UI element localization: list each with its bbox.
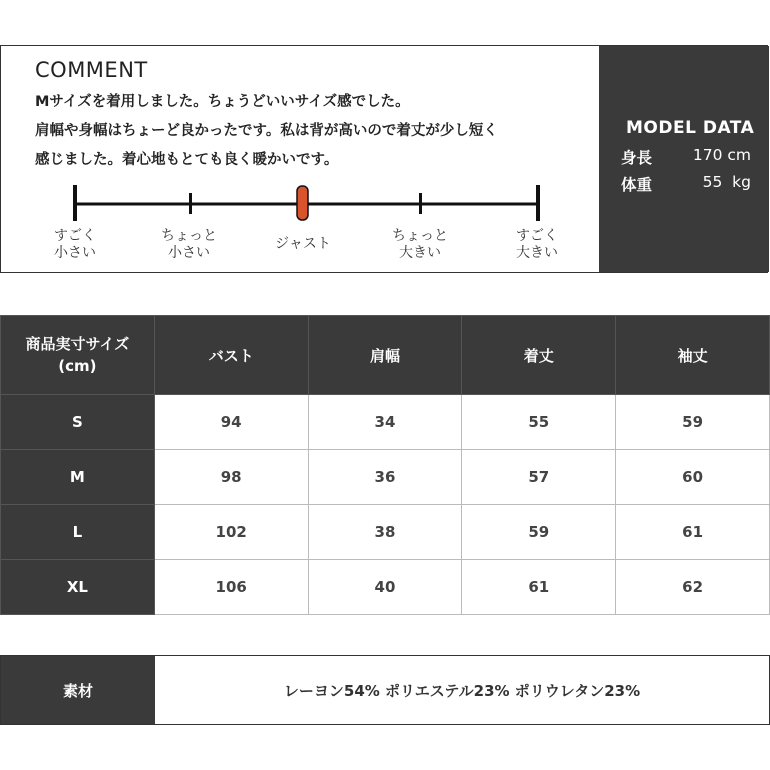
fit-scale-tick-end-right: [536, 185, 540, 221]
table-cell: 60: [616, 450, 770, 505]
table-cell: 59: [616, 395, 770, 450]
table-row: [1, 395, 770, 450]
table-cell: 98: [154, 450, 308, 505]
table-cell: 106: [154, 560, 308, 615]
model-weight-label: 体重: [621, 176, 653, 194]
column-header-shoulder: 肩幅: [308, 316, 462, 395]
table-cell: 40: [308, 560, 462, 615]
table-cell: 36: [308, 450, 462, 505]
table-cell: 57: [462, 450, 616, 505]
comment-box: [0, 45, 768, 273]
comment-line: 感じました。着心地もとても良く暖かいです。: [35, 152, 339, 168]
table-row: [1, 505, 770, 560]
table-cell: 61: [462, 560, 616, 615]
fit-label-large: ちょっと 大きい: [392, 228, 448, 261]
table-row: [1, 560, 770, 615]
size-label: L: [1, 505, 155, 560]
table-cell: 34: [308, 395, 462, 450]
column-header-sleeve: 袖丈: [616, 316, 770, 395]
table-cell: 55: [462, 395, 616, 450]
comment-text: [35, 88, 585, 175]
model-height-label: 身長: [621, 149, 653, 167]
table-row: [1, 450, 770, 505]
column-header-bust: バスト: [154, 316, 308, 395]
fit-label-small: ちょっと 小さい: [161, 228, 217, 261]
fit-scale-tick-large: [419, 193, 422, 214]
model-data-panel: [599, 46, 769, 272]
model-height-value: 170 cm: [692, 146, 751, 164]
table-cell: 38: [308, 505, 462, 560]
size-table: [0, 315, 770, 615]
fit-scale-tick-small: [189, 193, 192, 214]
fit-label-very-large: すごく 大きい: [516, 228, 558, 261]
fit-scale-marker: [297, 186, 308, 220]
size-table-header: [1, 316, 770, 395]
table-cell: 102: [154, 505, 308, 560]
table-cell: 59: [462, 505, 616, 560]
fit-label-just: ジャスト: [275, 236, 331, 252]
size-label: XL: [1, 560, 155, 615]
fit-scale-graphic: [1, 176, 599, 226]
fit-scale-tick-end-left: [73, 185, 77, 221]
size-label: S: [1, 395, 155, 450]
comment-line: 肩幅や身幅はちょーど良かったです。私は背が高いので着丈が少し短く: [35, 123, 498, 139]
model-weight-value: 55 kg: [702, 173, 751, 191]
comment-line: Mサイズを着用しました。ちょうどいいサイズ感でした。: [35, 94, 410, 110]
table-cell: 62: [616, 560, 770, 615]
fit-label-very-small: すごく 小さい: [54, 228, 96, 261]
comment-title: COMMENT: [35, 58, 148, 82]
material-box: [0, 655, 770, 725]
fit-scale: [1, 176, 599, 266]
size-label: M: [1, 450, 155, 505]
material-value: レーヨン54% ポリエステル23% ポリウレタン23%: [283, 681, 641, 700]
column-header-length: 着丈: [462, 316, 616, 395]
model-data-title: MODEL DATA: [626, 118, 755, 138]
table-cell: 61: [616, 505, 770, 560]
table-cell: 94: [154, 395, 308, 450]
material-label: 素材: [1, 656, 155, 724]
size-table-corner-header: 商品実寸サイズ (cm): [1, 316, 155, 395]
